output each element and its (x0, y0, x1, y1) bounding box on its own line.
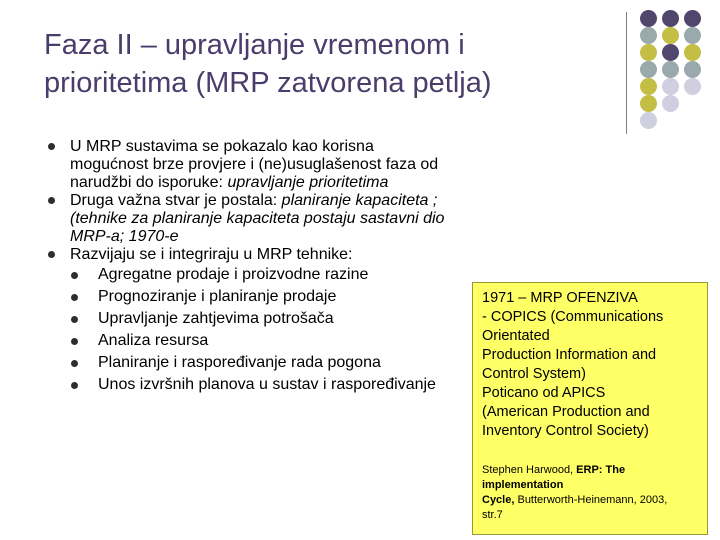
sub-bullet-text: Agregatne prodaje i proizvodne razine (98, 266, 369, 283)
bullet-text-italic: MRP-a; 1970-e (70, 228, 179, 245)
sub-bullet-text: Planiranje i raspoređivanje rada pogona (98, 354, 381, 371)
bullet-dot-icon (71, 338, 78, 345)
reference-author: Stephen Harwood, (482, 464, 577, 476)
callout-line: 1971 – MRP OFENZIVA (482, 290, 638, 306)
decorative-dot (684, 10, 701, 27)
reference-title: Cycle, (482, 494, 515, 506)
slide-title (44, 26, 624, 102)
bullet-dot-icon (71, 316, 78, 323)
callout-line: Poticano od APICS (482, 385, 606, 401)
title-line-1: Faza II – upravljanje vremenom i (44, 29, 465, 61)
bullet-text: narudžbi do isporuke: (70, 174, 228, 191)
bullet-text-italic: upravljanje prioritetima (227, 174, 389, 191)
bullet-dot-icon (48, 251, 55, 258)
callout-reference (482, 463, 704, 523)
decorative-dot (640, 27, 657, 44)
bullet-text: U MRP sustavima se pokazalo kao korisna (70, 138, 374, 155)
bullet-text: mogućnost brze provjere i (ne)usuglašenost faza od (70, 156, 439, 173)
reference-title: ERP: The (576, 464, 626, 476)
decorative-dot (684, 27, 701, 44)
decorative-dot (662, 78, 679, 95)
bullet-text-italic: planiranje kapaciteta ; (281, 192, 438, 209)
callout-line: - COPICS (Communications (482, 309, 664, 325)
sub-bullet-text: Prognoziranje i planiranje prodaje (98, 288, 337, 305)
decorative-dot (662, 44, 679, 61)
callout-line: Orientated (482, 328, 550, 344)
bullet-capacity-planning (48, 192, 708, 246)
reference-pages: str.7 (482, 509, 503, 521)
callout-line: Control System) (482, 366, 586, 382)
decorative-dot (662, 27, 679, 44)
decorative-dot (684, 61, 701, 78)
bullet-dot-icon (71, 294, 78, 301)
bullet-dot-icon (71, 360, 78, 367)
decorative-dot (640, 10, 657, 27)
sub-bullet-text: Upravljanje zahtjevima potrošača (98, 310, 334, 327)
reference-title: implementation (482, 479, 564, 491)
sub-bullet-text: Analiza resursa (98, 332, 209, 349)
decorative-dot (640, 78, 657, 95)
decorative-dot (684, 44, 701, 61)
callout-box (472, 282, 708, 535)
reference-publisher: Butterworth-Heinemann, 2003, (514, 494, 668, 506)
bullet-dot-icon (48, 197, 55, 204)
bullet-text: Razvijaju se i integriraju u MRP tehnike: (70, 246, 353, 263)
bullet-mrp-priorities (48, 138, 708, 192)
decorative-dot (640, 112, 657, 129)
decorative-dot (662, 10, 679, 27)
bullet-dot-icon (48, 143, 55, 150)
callout-line: (American Production and (482, 404, 650, 420)
title-divider (626, 12, 627, 134)
decorative-dot (684, 78, 701, 95)
decorative-dot-grid (636, 8, 720, 134)
bullet-mrp-techniques (48, 246, 708, 264)
decorative-dot (640, 61, 657, 78)
decorative-dot (662, 61, 679, 78)
callout-line: Inventory Control Society) (482, 423, 649, 439)
decorative-dot (640, 95, 657, 112)
callout-text (482, 289, 704, 441)
decorative-dot (640, 44, 657, 61)
title-line-2: prioritetima (MRP zatvorena petlja) (44, 67, 492, 99)
bullet-dot-icon (71, 272, 78, 279)
callout-line: Production Information and (482, 347, 657, 363)
decorative-dot (662, 95, 679, 112)
bullet-text: Druga važna stvar je postala: (70, 192, 282, 209)
bullet-text-italic: (tehnike za planiranje kapaciteta postaju sastavni dio (70, 210, 445, 227)
sub-bullet-text: Unos izvršnih planova u sustav i raspoređivanje (98, 376, 436, 393)
bullet-dot-icon (71, 382, 78, 389)
